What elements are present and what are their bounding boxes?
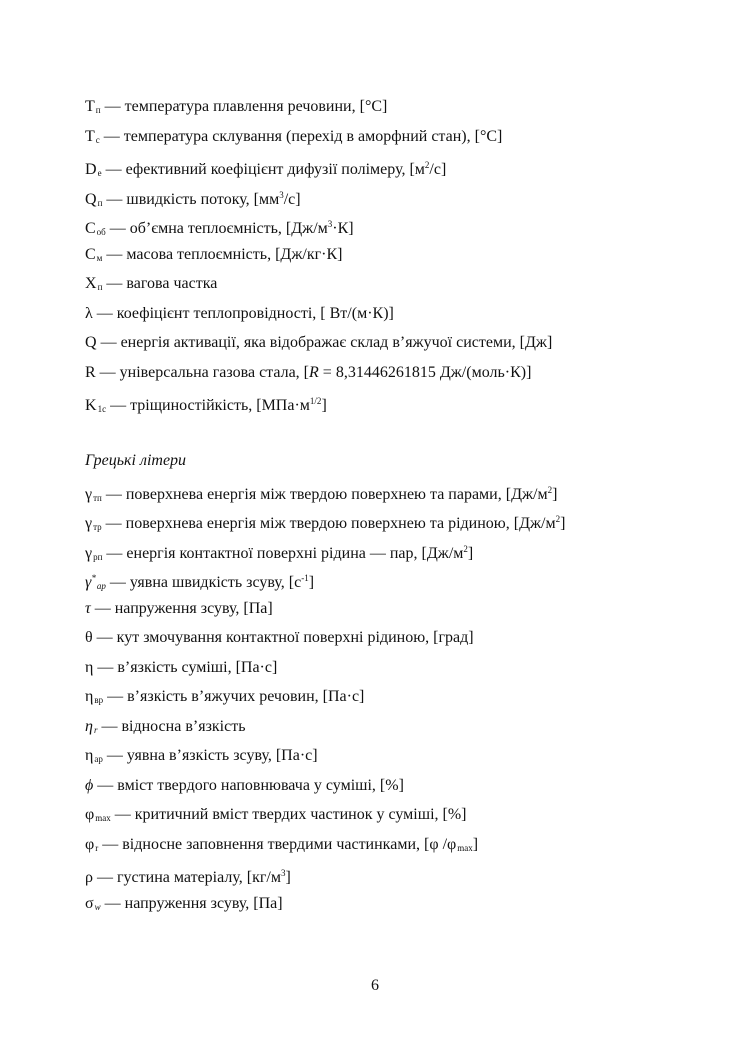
entry-text: — температура склування (перехід в аморфний стан), [°C] <box>99 127 503 145</box>
nomenclature-list <box>85 92 705 918</box>
entry-text: — енергія контактної поверхні рідина — пар, [Дж/м <box>102 544 464 562</box>
entry-italic-symbol: R <box>309 363 319 381</box>
nomenclature-entry-weight-fraction <box>85 269 705 299</box>
nomenclature-entry-mass-heat <box>85 240 705 270</box>
entry-superscript: -1 <box>301 573 309 583</box>
entry-text-tail: ] <box>321 397 327 414</box>
entry-symbol: ρ <box>85 869 93 886</box>
entry-subscript: r <box>95 842 99 853</box>
greek-entry-eta-ap <box>85 741 705 771</box>
entry-symbol: θ <box>85 629 93 646</box>
entry-text: — уявна в’язкість зсуву, [Па·с] <box>102 747 318 764</box>
greek-entry-gamma-tr <box>85 505 705 535</box>
greek-entry-eta <box>85 653 705 683</box>
entry-subscript: рп <box>93 551 103 562</box>
entry-text: — кут змочування контактної поверхні рідиною, [град] <box>92 629 474 646</box>
entry-text: — критичний вміст твердих частинок у суміші, [%] <box>110 806 467 823</box>
entry-text: — універсальна газова стала, [ <box>95 363 310 381</box>
entry-symbol: φ <box>85 835 95 853</box>
page-number: 6 <box>371 977 379 994</box>
entry-subscript: w <box>94 901 101 912</box>
entry-text: — ефективний коефіцієнт дифузії полімеру, [м <box>101 161 425 178</box>
greek-entry-sigma-w <box>85 889 705 919</box>
entry-text-tail: ] <box>308 574 315 591</box>
entry-superscript: 3 <box>279 189 284 200</box>
entry-symbol-star: * <box>91 573 96 583</box>
entry-symbol: Q <box>85 190 97 208</box>
nomenclature-entry-volumetric-heat <box>85 210 705 240</box>
entry-symbol: R <box>85 363 96 381</box>
entry-symbol: η <box>85 717 93 735</box>
entry-subscript: e <box>97 168 102 178</box>
entry-text: — уявна швидкість зсуву, [с <box>105 574 302 591</box>
greek-letters-heading: Грецькі літери <box>85 452 187 469</box>
entry-superscript: 1/2 <box>309 396 322 406</box>
entry-symbol: σ <box>85 894 94 912</box>
entry-text: — поверхнева енергія між твердою поверхнею та парами, [Дж/м <box>101 485 548 503</box>
nomenclature-entry-thermal-conductivity <box>85 299 705 329</box>
greek-entry-phi-r <box>85 830 705 860</box>
entry-subscript: тп <box>93 492 102 503</box>
entry-text: — в’язкість суміші, [Па·с] <box>93 658 278 676</box>
greek-entry-gamma-rp <box>85 535 705 565</box>
entry-subscript: ap <box>94 754 103 764</box>
entry-subscript: об <box>96 227 106 237</box>
entry-symbol: η <box>85 658 94 676</box>
entry-symbol: λ <box>85 304 93 322</box>
entry-symbol: C <box>85 245 96 263</box>
entry-text-tail: ·К] <box>332 220 354 237</box>
greek-entry-rho <box>85 859 705 889</box>
greek-entry-gamma-tp <box>85 476 705 506</box>
entry-subscript: ap <box>96 581 106 591</box>
entry-superscript: 2 <box>424 160 430 170</box>
entry-symbol: C <box>85 220 96 237</box>
entry-symbol: D <box>85 161 97 178</box>
entry-subscript-tail: max <box>457 842 473 853</box>
entry-text: — в’язкість в’яжучих речовин, [Па·с] <box>103 688 365 705</box>
entry-symbol: T <box>85 127 95 145</box>
entry-text: — відносне заповнення твердими частинками, [φ /φ <box>98 835 457 853</box>
entry-text: — напруження зсуву, [Па] <box>100 894 283 912</box>
entry-subscript: п <box>97 282 103 292</box>
nomenclature-entry-gas-constant <box>85 358 705 388</box>
entry-subscript: п <box>97 197 103 208</box>
entry-text-tail: /с] <box>283 190 301 208</box>
nomenclature-entry-melting-temp <box>85 92 705 122</box>
entry-subscript: м <box>96 252 103 263</box>
nomenclature-entry-glass-temp <box>85 122 705 152</box>
entry-symbol: η <box>85 747 94 764</box>
greek-entry-eta-vr <box>85 682 705 712</box>
entry-symbol: Q <box>85 334 97 351</box>
entry-text: — тріщиностійкість, [МПа·м <box>106 397 310 414</box>
entry-text: — об’ємна теплоємність, [Дж/м <box>105 220 328 237</box>
entry-subscript: 1c <box>97 404 107 414</box>
entry-subscript: вр <box>94 695 104 705</box>
nomenclature-entry-activation-energy <box>85 328 705 358</box>
entry-text: — масова теплоємність, [Дж/кг·К] <box>102 245 343 263</box>
entry-text: — швидкість потоку, [мм <box>102 190 280 208</box>
entry-text: — густина матеріалу, [кг/м <box>92 869 281 886</box>
entry-text: — відносна в’язкість <box>97 717 246 735</box>
entry-subscript: тр <box>93 522 102 532</box>
entry-text: — поверхнева енергія між твердою поверхнею та рідиною, [Дж/м <box>101 515 556 532</box>
entry-symbol: τ <box>85 599 91 617</box>
greek-entry-gamma-ap <box>85 564 705 594</box>
entry-text: — вагова частка <box>102 275 218 292</box>
section-spacer <box>85 417 705 447</box>
entry-subscript: п <box>95 105 101 115</box>
entry-text-tail: ] <box>285 869 291 886</box>
greek-entry-theta <box>85 623 705 653</box>
entry-text-tail: = 8,31446261815 Дж/(моль·К)] <box>318 363 532 381</box>
entry-superscript: 3 <box>280 868 286 878</box>
entry-superscript: 2 <box>555 514 561 524</box>
entry-symbol: γ <box>85 485 93 503</box>
greek-entry-eta-r <box>85 712 705 742</box>
entry-superscript: 2 <box>463 543 468 554</box>
nomenclature-entry-fracture-toughness <box>85 387 705 417</box>
entry-symbol: φ <box>85 806 95 823</box>
entry-subscript: с <box>95 134 100 145</box>
nomenclature-entry-flow-rate <box>85 181 705 211</box>
entry-symbol: γ <box>85 515 93 532</box>
nomenclature-entry-diffusion <box>85 151 705 181</box>
entry-subscript: max <box>95 813 111 823</box>
entry-text-tail: ] <box>552 485 558 503</box>
entry-text: — енергія активації, яка відображає склад в’яжучої системи, [Дж] <box>96 334 553 351</box>
entry-text: — температура плавлення речовини, [°C] <box>100 98 388 115</box>
entry-text-tail: /с] <box>429 161 447 178</box>
entry-superscript: 3 <box>327 219 333 229</box>
entry-symbol: T <box>85 98 95 115</box>
greek-entry-phi <box>85 771 705 801</box>
greek-entry-tau <box>85 594 705 624</box>
greek-entry-phi-max <box>85 800 705 830</box>
entry-symbol: ϕ <box>85 776 94 794</box>
entry-text-tail: ] <box>472 835 479 853</box>
entry-text: — коефіцієнт теплопровідності, [ Вт/(м·К)] <box>92 304 394 322</box>
entry-subscript: r <box>93 724 98 735</box>
entry-text-tail: ] <box>467 544 474 562</box>
entry-superscript: 2 <box>547 484 553 495</box>
entry-symbol: K <box>85 397 97 414</box>
entry-symbol: γ <box>85 544 93 562</box>
entry-text-tail: ] <box>560 515 566 532</box>
entry-text: — вміст твердого наповнювача у суміші, [%] <box>93 776 404 794</box>
entry-symbol: η <box>85 688 94 705</box>
entry-symbol: X <box>85 275 97 292</box>
entry-text: — напруження зсуву, [Па] <box>90 599 273 617</box>
entry-symbol: γ <box>85 574 92 591</box>
